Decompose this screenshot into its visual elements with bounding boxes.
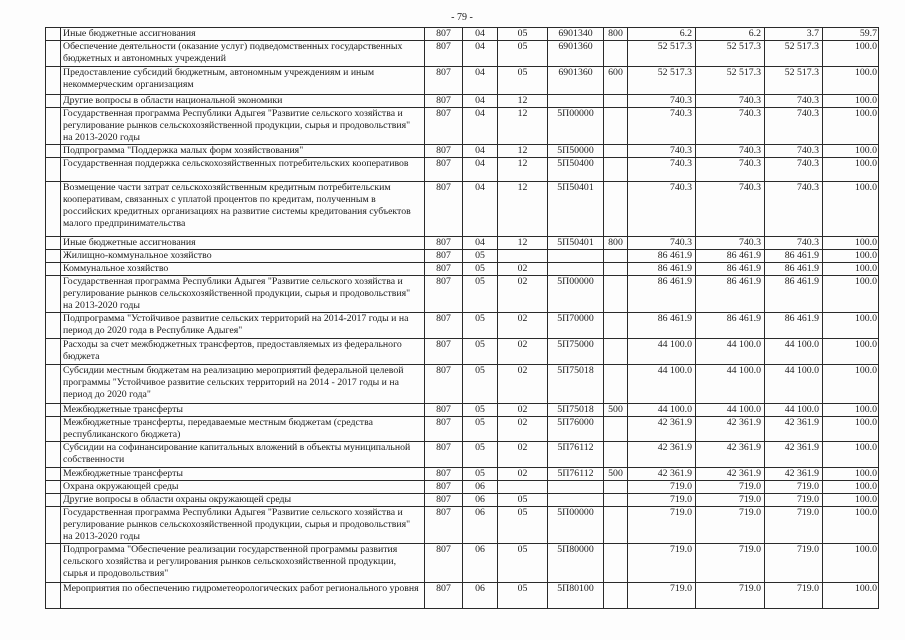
- subsection-code: 02: [498, 313, 548, 339]
- amount-2: 42 361.9: [696, 442, 765, 468]
- expense-type-code: [604, 95, 628, 108]
- expense-type-code: [604, 263, 628, 276]
- department-code: 807: [425, 339, 463, 365]
- department-code: 807: [425, 442, 463, 468]
- amount-2: 42 361.9: [696, 468, 765, 481]
- amount-3: 719.0: [765, 544, 823, 583]
- department-code: 807: [425, 276, 463, 313]
- department-code: 807: [425, 41, 463, 67]
- expense-type-code: [604, 494, 628, 507]
- table-row: [46, 442, 879, 468]
- row-description: Субсидии местным бюджетам на реализацию мероприятий федеральной целевой программы "Устойчивое развитие сельских территорий на 2014 - 2017 годы и на период до 2020 года": [61, 365, 425, 404]
- section-code: 04: [463, 237, 498, 250]
- percent-value: 100.0: [823, 339, 879, 365]
- amount-1: 740.3: [628, 237, 696, 250]
- amount-1: 86 461.9: [628, 276, 696, 313]
- target-item-code: 5П00000: [548, 507, 604, 544]
- blank-cell: [46, 145, 61, 158]
- target-item-code: [548, 250, 604, 263]
- target-item-code: 5П50401: [548, 237, 604, 250]
- table-row: [46, 182, 879, 237]
- amount-3: 740.3: [765, 95, 823, 108]
- expense-type-code: [604, 365, 628, 404]
- department-code: 807: [425, 365, 463, 404]
- row-description: Государственная программа Республики Адыгея "Развитие сельского хозяйства и регулирование рынков сельскохозяйственной продукции, сырья и продовольствия" на 2013-2020 годы: [61, 276, 425, 313]
- subsection-code: 02: [498, 442, 548, 468]
- subsection-code: 12: [498, 95, 548, 108]
- amount-3: 44 100.0: [765, 365, 823, 404]
- target-item-code: 5П75018: [548, 404, 604, 417]
- percent-value: 100.0: [823, 583, 879, 609]
- department-code: 807: [425, 544, 463, 583]
- target-item-code: [548, 481, 604, 494]
- target-item-code: 5П80000: [548, 544, 604, 583]
- target-item-code: [548, 263, 604, 276]
- table-row: [46, 158, 879, 182]
- target-item-code: 5П00000: [548, 276, 604, 313]
- subsection-code: 02: [498, 365, 548, 404]
- section-code: 04: [463, 145, 498, 158]
- section-code: 04: [463, 28, 498, 41]
- amount-2: 719.0: [696, 494, 765, 507]
- subsection-code: 12: [498, 237, 548, 250]
- blank-cell: [46, 339, 61, 365]
- table-row: [46, 494, 879, 507]
- department-code: 807: [425, 95, 463, 108]
- amount-3: 719.0: [765, 507, 823, 544]
- amount-2: 719.0: [696, 481, 765, 494]
- table-row: [46, 263, 879, 276]
- target-item-code: 5П76112: [548, 442, 604, 468]
- amount-1: 86 461.9: [628, 250, 696, 263]
- table-row: [46, 28, 879, 41]
- percent-value: 100.0: [823, 250, 879, 263]
- percent-value: 100.0: [823, 276, 879, 313]
- percent-value: 100.0: [823, 67, 879, 95]
- target-item-code: 5П80100: [548, 583, 604, 609]
- subsection-code: 02: [498, 339, 548, 365]
- target-item-code: 5П76000: [548, 417, 604, 442]
- subsection-code: 02: [498, 417, 548, 442]
- expense-type-code: [604, 108, 628, 145]
- amount-2: 6.2: [696, 28, 765, 41]
- blank-cell: [46, 404, 61, 417]
- amount-1: 44 100.0: [628, 339, 696, 365]
- expense-type-code: 500: [604, 468, 628, 481]
- amount-3: 740.3: [765, 158, 823, 182]
- amount-2: 86 461.9: [696, 276, 765, 313]
- section-code: 05: [463, 276, 498, 313]
- table-row: [46, 417, 879, 442]
- percent-value: 100.0: [823, 544, 879, 583]
- expense-type-code: [604, 417, 628, 442]
- subsection-code: 12: [498, 145, 548, 158]
- department-code: 807: [425, 263, 463, 276]
- department-code: 807: [425, 158, 463, 182]
- section-code: 04: [463, 41, 498, 67]
- amount-1: 42 361.9: [628, 417, 696, 442]
- table-row: [46, 41, 879, 67]
- amount-2: 740.3: [696, 95, 765, 108]
- amount-3: 740.3: [765, 145, 823, 158]
- subsection-code: 05: [498, 67, 548, 95]
- budget-table: [45, 27, 879, 609]
- blank-cell: [46, 494, 61, 507]
- subsection-code: 02: [498, 404, 548, 417]
- row-description: Государственная программа Республики Адыгея "Развитие сельского хозяйства и регулирование рынков сельскохозяйственной продукции, сырья и продовольствия" на 2013-2020 годы: [61, 507, 425, 544]
- amount-1: 52 517.3: [628, 41, 696, 67]
- table-row: [46, 583, 879, 609]
- expense-type-code: [604, 507, 628, 544]
- percent-value: 100.0: [823, 182, 879, 237]
- department-code: 807: [425, 494, 463, 507]
- subsection-code: 12: [498, 158, 548, 182]
- subsection-code: 05: [498, 583, 548, 609]
- section-code: 06: [463, 481, 498, 494]
- amount-2: 44 100.0: [696, 339, 765, 365]
- blank-cell: [46, 108, 61, 145]
- blank-cell: [46, 158, 61, 182]
- amount-2: 52 517.3: [696, 67, 765, 95]
- amount-2: 42 361.9: [696, 417, 765, 442]
- amount-1: 42 361.9: [628, 468, 696, 481]
- table-row: [46, 67, 879, 95]
- blank-cell: [46, 468, 61, 481]
- section-code: 05: [463, 263, 498, 276]
- row-description: Субсидии на софинансирование капитальных вложений в объекты муниципальной собственности: [61, 442, 425, 468]
- expense-type-code: [604, 182, 628, 237]
- target-item-code: 5П50400: [548, 158, 604, 182]
- percent-value: 100.0: [823, 468, 879, 481]
- amount-1: 86 461.9: [628, 313, 696, 339]
- amount-3: 42 361.9: [765, 468, 823, 481]
- row-description: Межбюджетные трансферты: [61, 404, 425, 417]
- department-code: 807: [425, 417, 463, 442]
- amount-1: 42 361.9: [628, 442, 696, 468]
- blank-cell: [46, 237, 61, 250]
- section-code: 05: [463, 442, 498, 468]
- percent-value: 59.7: [823, 28, 879, 41]
- amount-3: 86 461.9: [765, 313, 823, 339]
- section-code: 06: [463, 544, 498, 583]
- percent-value: 100.0: [823, 95, 879, 108]
- subsection-code: [498, 250, 548, 263]
- amount-2: 86 461.9: [696, 313, 765, 339]
- amount-1: 740.3: [628, 145, 696, 158]
- amount-1: 740.3: [628, 158, 696, 182]
- table-row: [46, 365, 879, 404]
- subsection-code: 12: [498, 108, 548, 145]
- table-row: [46, 250, 879, 263]
- amount-2: 86 461.9: [696, 250, 765, 263]
- section-code: 05: [463, 313, 498, 339]
- amount-2: 86 461.9: [696, 263, 765, 276]
- section-code: 04: [463, 108, 498, 145]
- amount-3: 86 461.9: [765, 276, 823, 313]
- expense-type-code: 500: [604, 404, 628, 417]
- amount-2: 44 100.0: [696, 404, 765, 417]
- department-code: 807: [425, 250, 463, 263]
- expense-type-code: [604, 276, 628, 313]
- table-row: [46, 468, 879, 481]
- amount-3: 86 461.9: [765, 263, 823, 276]
- table-row: [46, 95, 879, 108]
- blank-cell: [46, 41, 61, 67]
- amount-2: 740.3: [696, 182, 765, 237]
- amount-1: 719.0: [628, 494, 696, 507]
- amount-3: 3.7: [765, 28, 823, 41]
- table-row: [46, 313, 879, 339]
- amount-1: 44 100.0: [628, 365, 696, 404]
- department-code: 807: [425, 145, 463, 158]
- amount-3: 740.3: [765, 237, 823, 250]
- subsection-code: 02: [498, 468, 548, 481]
- amount-3: 740.3: [765, 182, 823, 237]
- amount-2: 719.0: [696, 507, 765, 544]
- row-description: Государственная программа Республики Адыгея "Развитие сельского хозяйства и регулирование рынков сельскохозяйственной продукции, сырья и продовольствия" на 2013-2020 годы: [61, 108, 425, 145]
- target-item-code: 5П50401: [548, 182, 604, 237]
- percent-value: 100.0: [823, 507, 879, 544]
- amount-1: 719.0: [628, 544, 696, 583]
- blank-cell: [46, 313, 61, 339]
- amount-3: 719.0: [765, 583, 823, 609]
- amount-3: 719.0: [765, 494, 823, 507]
- amount-3: 740.3: [765, 108, 823, 145]
- amount-1: 719.0: [628, 583, 696, 609]
- percent-value: 100.0: [823, 108, 879, 145]
- blank-cell: [46, 28, 61, 41]
- row-description: Мероприятия по обеспечению гидрометеорологических работ регионального уровня: [61, 583, 425, 609]
- department-code: 807: [425, 507, 463, 544]
- amount-2: 740.3: [696, 108, 765, 145]
- expense-type-code: 800: [604, 237, 628, 250]
- target-item-code: 6901360: [548, 67, 604, 95]
- department-code: 807: [425, 67, 463, 95]
- amount-3: 42 361.9: [765, 442, 823, 468]
- amount-2: 719.0: [696, 583, 765, 609]
- page-number: - 79 -: [451, 12, 473, 23]
- amount-2: 740.3: [696, 237, 765, 250]
- blank-cell: [46, 481, 61, 494]
- amount-2: 44 100.0: [696, 365, 765, 404]
- target-item-code: 5П70000: [548, 313, 604, 339]
- amount-1: 740.3: [628, 108, 696, 145]
- department-code: 807: [425, 583, 463, 609]
- department-code: 807: [425, 481, 463, 494]
- amount-1: 44 100.0: [628, 404, 696, 417]
- expense-type-code: [604, 41, 628, 67]
- amount-1: 6.2: [628, 28, 696, 41]
- percent-value: 100.0: [823, 404, 879, 417]
- department-code: 807: [425, 28, 463, 41]
- amount-1: 740.3: [628, 95, 696, 108]
- target-item-code: 6901340: [548, 28, 604, 41]
- row-description: Подпрограмма "Обеспечение реализации государственной программы развития сельского хозяйства и регулирования рынков сельскохозяйственной продукции, сырья и продовольствия": [61, 544, 425, 583]
- amount-3: 52 517.3: [765, 41, 823, 67]
- blank-cell: [46, 263, 61, 276]
- row-description: Другие вопросы в области охраны окружающей среды: [61, 494, 425, 507]
- section-code: 06: [463, 494, 498, 507]
- percent-value: 100.0: [823, 494, 879, 507]
- row-description: Подпрограмма "Устойчивое развитие сельских территорий на 2014-2017 годы и на период до 2020 года в Республике Адыгея": [61, 313, 425, 339]
- percent-value: 100.0: [823, 41, 879, 67]
- department-code: 807: [425, 108, 463, 145]
- subsection-code: 02: [498, 263, 548, 276]
- blank-cell: [46, 365, 61, 404]
- budget-table-body: [46, 28, 879, 609]
- amount-1: 86 461.9: [628, 263, 696, 276]
- percent-value: 100.0: [823, 145, 879, 158]
- subsection-code: 05: [498, 494, 548, 507]
- percent-value: 100.0: [823, 417, 879, 442]
- subsection-code: 02: [498, 276, 548, 313]
- blank-cell: [46, 182, 61, 237]
- section-code: 05: [463, 339, 498, 365]
- section-code: 06: [463, 583, 498, 609]
- percent-value: 100.0: [823, 237, 879, 250]
- table-row: [46, 145, 879, 158]
- row-description: Возмещение части затрат сельскохозяйственным кредитным потребительским кооперативам, связанных с уплатой процентов по кредитам, полученным в российских кредитных организациях на развитие системы кредитования субъектов малого предпринимательства: [61, 182, 425, 237]
- target-item-code: 5П75000: [548, 339, 604, 365]
- expense-type-code: [604, 481, 628, 494]
- table-row: [46, 276, 879, 313]
- percent-value: 100.0: [823, 158, 879, 182]
- section-code: 05: [463, 250, 498, 263]
- expense-type-code: 800: [604, 28, 628, 41]
- table-row: [46, 507, 879, 544]
- section-code: 04: [463, 95, 498, 108]
- subsection-code: [498, 481, 548, 494]
- table-row: [46, 108, 879, 145]
- section-code: 04: [463, 182, 498, 237]
- row-description: Государственная поддержка сельскохозяйственных потребительских кооперативов: [61, 158, 425, 182]
- row-description: Межбюджетные трансферты, передаваемые местным бюджетам (средства республиканского бюджета): [61, 417, 425, 442]
- section-code: 06: [463, 507, 498, 544]
- percent-value: 100.0: [823, 442, 879, 468]
- percent-value: 100.0: [823, 481, 879, 494]
- department-code: 807: [425, 237, 463, 250]
- expense-type-code: [604, 544, 628, 583]
- table-row: [46, 544, 879, 583]
- row-description: Подпрограмма "Поддержка малых форм хозяйствования": [61, 145, 425, 158]
- amount-3: 86 461.9: [765, 250, 823, 263]
- blank-cell: [46, 276, 61, 313]
- expense-type-code: [604, 583, 628, 609]
- department-code: 807: [425, 313, 463, 339]
- target-item-code: 5П76112: [548, 468, 604, 481]
- target-item-code: 5П75018: [548, 365, 604, 404]
- target-item-code: 5П50000: [548, 145, 604, 158]
- department-code: 807: [425, 468, 463, 481]
- expense-type-code: [604, 158, 628, 182]
- table-row: [46, 237, 879, 250]
- row-description: Межбюджетные трансферты: [61, 468, 425, 481]
- amount-2: 719.0: [696, 544, 765, 583]
- percent-value: 100.0: [823, 365, 879, 404]
- expense-type-code: [604, 250, 628, 263]
- row-description: Иные бюджетные ассигнования: [61, 237, 425, 250]
- row-description: Расходы за счет межбюджетных трансфертов, предоставляемых из федерального бюджета: [61, 339, 425, 365]
- amount-2: 52 517.3: [696, 41, 765, 67]
- target-item-code: 5П00000: [548, 108, 604, 145]
- amount-3: 42 361.9: [765, 417, 823, 442]
- blank-cell: [46, 583, 61, 609]
- row-description: Охрана окружающей среды: [61, 481, 425, 494]
- blank-cell: [46, 95, 61, 108]
- amount-1: 719.0: [628, 481, 696, 494]
- target-item-code: [548, 494, 604, 507]
- section-code: 05: [463, 417, 498, 442]
- row-description: Иные бюджетные ассигнования: [61, 28, 425, 41]
- target-item-code: 6901360: [548, 41, 604, 67]
- amount-3: 52 517.3: [765, 67, 823, 95]
- section-code: 04: [463, 67, 498, 95]
- department-code: 807: [425, 182, 463, 237]
- amount-1: 52 517.3: [628, 67, 696, 95]
- section-code: 05: [463, 468, 498, 481]
- table-row: [46, 404, 879, 417]
- amount-2: 740.3: [696, 145, 765, 158]
- subsection-code: 05: [498, 41, 548, 67]
- section-code: 05: [463, 404, 498, 417]
- blank-cell: [46, 507, 61, 544]
- blank-cell: [46, 442, 61, 468]
- table-row: [46, 339, 879, 365]
- expense-type-code: [604, 145, 628, 158]
- expense-type-code: [604, 313, 628, 339]
- section-code: 04: [463, 158, 498, 182]
- amount-3: 44 100.0: [765, 339, 823, 365]
- blank-cell: [46, 67, 61, 95]
- subsection-code: 05: [498, 544, 548, 583]
- subsection-code: 05: [498, 507, 548, 544]
- section-code: 05: [463, 365, 498, 404]
- subsection-code: 12: [498, 182, 548, 237]
- expense-type-code: [604, 442, 628, 468]
- amount-3: 44 100.0: [765, 404, 823, 417]
- table-row: [46, 481, 879, 494]
- target-item-code: [548, 95, 604, 108]
- subsection-code: 05: [498, 28, 548, 41]
- blank-cell: [46, 250, 61, 263]
- amount-1: 719.0: [628, 507, 696, 544]
- expense-type-code: 600: [604, 67, 628, 95]
- department-code: 807: [425, 404, 463, 417]
- amount-1: 740.3: [628, 182, 696, 237]
- blank-cell: [46, 544, 61, 583]
- row-description: Другие вопросы в области национальной экономики: [61, 95, 425, 108]
- row-description: Коммунальное хозяйство: [61, 263, 425, 276]
- percent-value: 100.0: [823, 263, 879, 276]
- amount-3: 719.0: [765, 481, 823, 494]
- amount-2: 740.3: [696, 158, 765, 182]
- row-description: Жилищно-коммунальное хозяйство: [61, 250, 425, 263]
- percent-value: 100.0: [823, 313, 879, 339]
- row-description: Предоставление субсидий бюджетным, автономным учреждениям и иным некоммерческим организациям: [61, 67, 425, 95]
- expense-type-code: [604, 339, 628, 365]
- row-description: Обеспечение деятельности (оказание услуг) подведомственных государственных бюджетных и автономных учреждений: [61, 41, 425, 67]
- blank-cell: [46, 417, 61, 442]
